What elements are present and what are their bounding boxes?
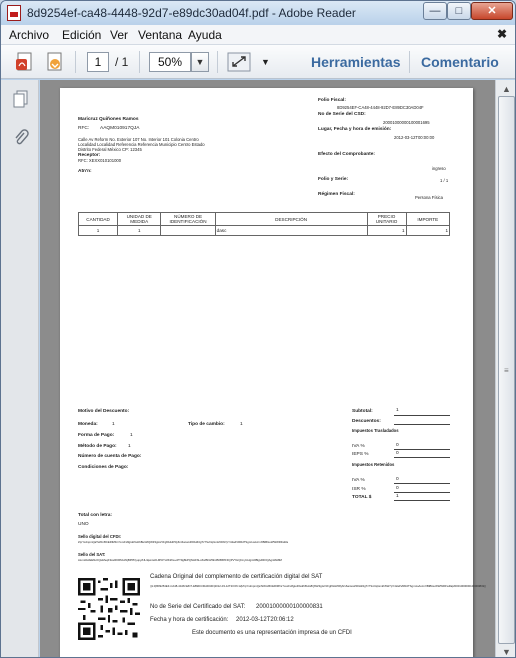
- receiver-rfc: RFC: XEXX010101000: [78, 158, 122, 163]
- pdf-file-icon: [7, 5, 21, 21]
- iva-value: 0: [396, 443, 399, 448]
- place-date-value: 2012-03-12T00:00:00: [394, 135, 435, 140]
- table-header: DESCRIPCIÓN: [215, 213, 367, 226]
- discounts-label: Descuentos:: [352, 419, 381, 424]
- total-label: TOTAL $: [352, 495, 372, 500]
- document-viewport[interactable]: [40, 80, 495, 658]
- value-underline: [394, 483, 450, 484]
- scrollbar-grip-icon: ≡: [504, 366, 509, 375]
- scrollbar-thumb[interactable]: [498, 96, 515, 644]
- menu-bar: [1, 25, 515, 45]
- issuer-name: Maricruz Quiñones Ramos: [78, 117, 139, 122]
- items-table: [78, 212, 450, 236]
- transferred-taxes-label: Impuestos Trasladados: [352, 428, 399, 433]
- isr-label: ISR %: [352, 487, 366, 492]
- iva-retained-value: 0: [396, 477, 399, 482]
- menu-ayuda[interactable]: Ayuda: [188, 28, 222, 42]
- iva-retained-label: IVA %: [352, 478, 365, 483]
- account-label: Número de cuenta de Pago:: [78, 454, 142, 459]
- payment-form-value: 1: [130, 433, 133, 438]
- regimen-value: Persona Física: [415, 195, 443, 200]
- cert-date-label: Fecha y hora de certificación:: [150, 617, 229, 623]
- value-underline: [394, 415, 450, 416]
- table-cell: 1: [79, 226, 118, 236]
- csd-value: 20001000000100001695: [383, 120, 430, 125]
- table-cell: 1: [406, 226, 449, 236]
- payment-method-value: 1: [128, 444, 131, 449]
- cert-date-value: 2012-03-12T20:06:12: [236, 617, 294, 623]
- ieps-value: 0: [396, 451, 399, 456]
- table-cell: 1: [118, 226, 161, 236]
- close-window-button[interactable]: ✕: [471, 2, 513, 20]
- attn-label: Atn'n:: [78, 169, 92, 174]
- table-cell: [161, 226, 215, 236]
- rfc-label: RFC:: [78, 126, 90, 131]
- vertical-scrollbar[interactable]: [495, 80, 516, 658]
- scroll-up-arrow[interactable]: ▲: [502, 84, 511, 94]
- attachments-icon[interactable]: [13, 128, 29, 146]
- total-letter-label: Total con letra:: [78, 513, 113, 518]
- isr-value: 0: [396, 486, 399, 491]
- table-header: CANTIDAD: [79, 213, 118, 226]
- table-row: [79, 226, 450, 236]
- toolbar: [1, 45, 515, 79]
- regimen-label: Régimen Fiscal:: [318, 192, 355, 197]
- sat-seal-label: Sello del SAT:: [78, 552, 106, 557]
- address-line: Calle Av Reform No. Exterior 107 No. Interior 101 Colonia Centro: [78, 137, 199, 142]
- menu-ver[interactable]: Ver: [110, 28, 129, 42]
- zoom-input[interactable]: 50%: [149, 52, 191, 72]
- place-date-label: Lugar, Fecha y hora de emisión:: [318, 127, 392, 132]
- export-pdf-icon[interactable]: [45, 51, 65, 73]
- close-document-button[interactable]: ✖: [496, 27, 507, 41]
- create-pdf-icon[interactable]: [15, 51, 35, 73]
- folio-fiscal-label: Folio Fiscal:: [318, 98, 346, 103]
- sat-seal-value: ALmHGzEE6LOQwMeqF3ceRKRMxJNjBPPDyupyZJL3qwvwFLM5zTdJK2hw+tPT9g8kPQNHFSLcZsrBFH59rcB0BfPiFFQPVYHQCnyGUgrA0BlgvlDlOQAgnMH8M: [78, 558, 282, 562]
- menu-archivo[interactable]: Archivo: [9, 28, 50, 42]
- iva-label: IVA %: [352, 444, 365, 449]
- maximize-button[interactable]: □: [447, 2, 471, 20]
- view-options-dropdown[interactable]: ▼: [261, 57, 270, 67]
- scroll-down-arrow[interactable]: ▼: [502, 647, 511, 657]
- toolbar-separator: [409, 51, 410, 73]
- table-header: NÚMERO DE IDENTIFICACIÓN: [161, 213, 215, 226]
- title-bar: [1, 1, 515, 25]
- cfdi-seal-label: Sello digital del CFDI:: [78, 534, 122, 539]
- cfdi-seal-value: ZrpYs2npmQaTsWmBCERIMfnr7oxxFx8gtoRGdrbBuG8QWZ3gtsVzFgf0HHh5ly6rv6anwxZ00HZ4gTz7SvOqGmkhSW7pY42a4VRRdTSgm1oAvrmXBtBGuWWWRFwRa: [78, 540, 289, 544]
- ieps-label: IEPS %: [352, 452, 369, 457]
- sat-cert-value: 20001000000100000831: [256, 604, 323, 610]
- qr-code: [78, 578, 140, 640]
- address-line: Distrito Federal México CP: 12345: [78, 147, 142, 152]
- fit-page-icon[interactable]: [227, 51, 251, 73]
- currency-label: Moneda:: [78, 422, 98, 427]
- page-number-input[interactable]: 1: [87, 52, 109, 72]
- payment-form-label: Forma de Pago:: [78, 433, 115, 438]
- folio-serie-label: Folio y Serie:: [318, 177, 349, 182]
- zoom-dropdown-button[interactable]: ▼: [191, 52, 209, 72]
- tools-button[interactable]: Herramientas: [311, 54, 401, 70]
- value-underline: [394, 492, 450, 493]
- value-underline: [394, 449, 450, 450]
- chain-value: ||1.0|8D9254EF-CA48-4448-92D7-E89DC30AD04F|2012-03-12T20:06:12|ZrpYs2npmQaTsWmBCERIMfnr7oxxFx8gtoRGdrbBuG8QWZ3gtsVzFgf0HHh5ly6rv6anwxZ00HZ4gTz7SvOqGmkhSW7pY42a4VRRdTSgm1oAvrmXBtBGuWWWRFwRa|20001000000100000831||: [150, 584, 486, 588]
- total-letter-value: UNO: [78, 522, 89, 527]
- footer-note: Este documento es una representación impresa de un CFDI: [192, 630, 352, 636]
- comment-button[interactable]: Comentario: [421, 54, 499, 70]
- toolbar-separator: [217, 51, 218, 73]
- exchange-value: 1: [240, 422, 243, 427]
- sat-cert-label: No de Serie del Certificado del SAT:: [150, 604, 246, 610]
- effect-value: ingreso: [432, 166, 446, 171]
- address-line: Localidad Localidad Referencia Referencia Municipio Centro Estado: [78, 142, 205, 147]
- navigation-panel: [1, 80, 39, 658]
- pdf-page: [60, 88, 486, 658]
- page-total: / 1: [115, 55, 129, 69]
- value-underline: [394, 500, 450, 501]
- total-value: 1: [396, 494, 399, 499]
- subtotal-value: 1: [396, 408, 399, 413]
- table-header: IMPORTE: [406, 213, 449, 226]
- window-title: 8d9254ef-ca48-4448-92d7-e89dc30ad04f.pdf - Adobe Reader: [27, 6, 356, 20]
- value-underline: [394, 457, 450, 458]
- currency-value: 1: [112, 422, 115, 427]
- page-thumbnails-icon[interactable]: [13, 90, 29, 108]
- payment-method-label: Método de Pago:: [78, 444, 117, 449]
- toolbar-separator: [75, 51, 76, 73]
- retained-taxes-label: Impuestos Retenidos: [352, 462, 395, 467]
- conditions-label: Condiciones de Pago:: [78, 465, 129, 470]
- folio-fiscal-value: 8D9254EF-CA48-4448-92D7-E89DC30AD04F: [337, 105, 424, 110]
- table-header: UNIDAD DE MEDIDA: [118, 213, 161, 226]
- value-underline: [394, 424, 450, 425]
- csd-label: No de Serie del CSD:: [318, 112, 366, 117]
- subtotal-label: Subtotal:: [352, 409, 373, 414]
- menu-ventana[interactable]: Ventana: [138, 28, 183, 42]
- rfc-value: AAQM010917QJA: [100, 126, 140, 131]
- chain-title: Cadena Original del complemento de certificación digital del SAT: [150, 574, 323, 580]
- effect-label: Efecto del Comprobante:: [318, 152, 376, 157]
- minimize-button[interactable]: —: [423, 2, 447, 20]
- table-header: PRECIO UNITARIO: [367, 213, 406, 226]
- menu-edicion[interactable]: Edición: [62, 28, 102, 42]
- discount-reason-label: Motivo del Descuento:: [78, 409, 130, 414]
- table-cell: 1: [367, 226, 406, 236]
- toolbar-separator: [139, 51, 140, 73]
- receiver-label: Receptor:: [78, 153, 101, 158]
- exchange-label: Tipo de cambio:: [188, 422, 225, 427]
- folio-serie-value: 1 / 1: [440, 178, 449, 183]
- table-header-row: [79, 213, 450, 226]
- table-cell: dasc: [215, 226, 367, 236]
